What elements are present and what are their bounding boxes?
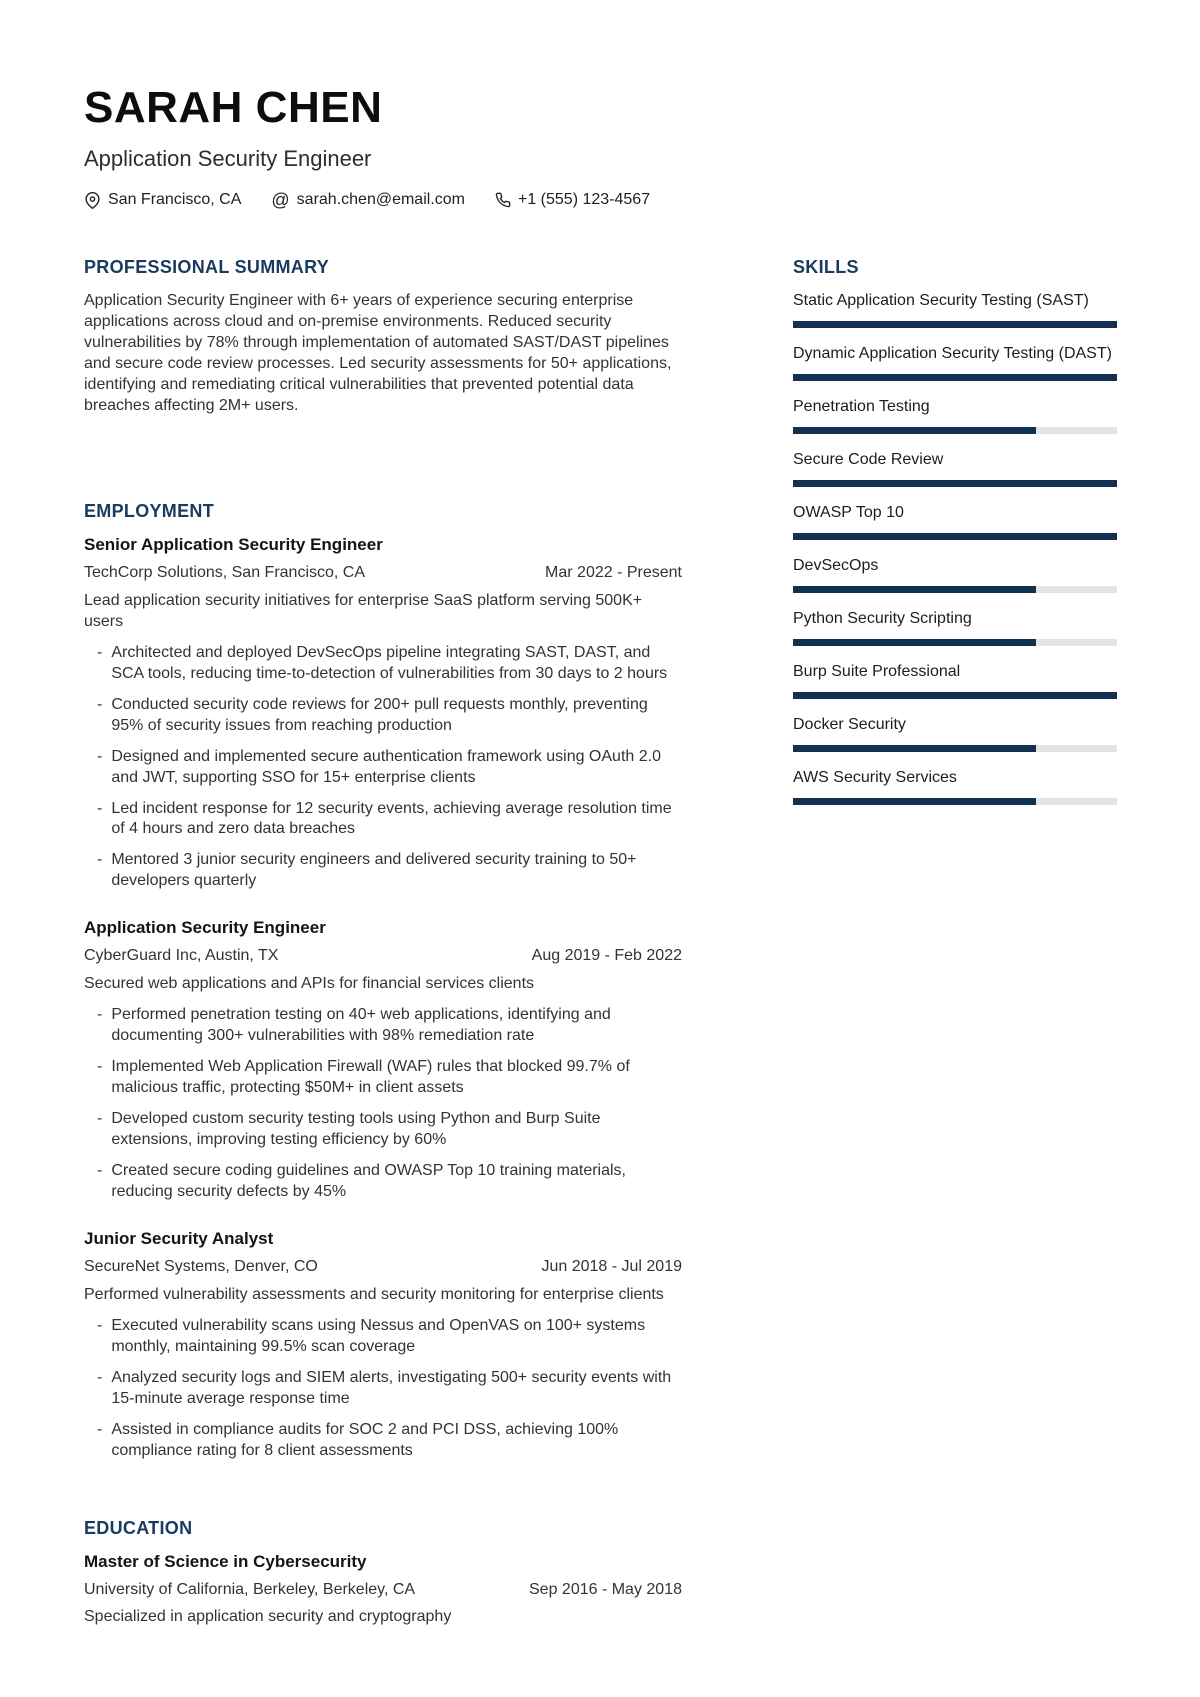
skill-bar-fill (793, 533, 1117, 540)
bullet-text: Mentored 3 junior security engineers and delivered security training to 50+ developers quarterly (111, 851, 637, 890)
skill-item (793, 450, 1117, 487)
skill-item (793, 715, 1117, 752)
bullet-item (84, 799, 682, 841)
person-name: SARAH CHEN (84, 83, 383, 132)
bullet-text: Designed and implemented secure authentication framework using OAuth 2.0 and JWT, supporting SSO for 15+ enterprise clients (111, 747, 661, 786)
bullet-item (84, 1420, 682, 1462)
bullet-text: Analyzed security logs and SIEM alerts, investigating 500+ security events with 15-minute average response time (111, 1368, 672, 1407)
skill-bar (793, 745, 1117, 752)
skill-bar-fill (793, 321, 1117, 328)
skill-bar (793, 533, 1117, 540)
contact-row (84, 191, 1116, 209)
bullet-item (84, 643, 682, 685)
skill-bar (793, 692, 1117, 699)
location-pin-icon (84, 192, 101, 209)
section-professional-summary (84, 257, 682, 417)
skill-item (793, 344, 1117, 381)
skill-item (793, 662, 1117, 699)
contact-email (271, 191, 465, 209)
bullet-list (84, 1316, 682, 1462)
skills-column (793, 257, 1117, 821)
skill-bar (793, 321, 1117, 328)
skill-bar (793, 639, 1117, 646)
skill-label: DevSecOps (793, 557, 879, 575)
job-title: Application Security Engineer (84, 918, 326, 938)
person-job-title: Application Security Engineer (84, 146, 372, 172)
bullet-dash: - (97, 851, 103, 869)
job-meta-row (84, 947, 682, 965)
skill-bar-fill (793, 692, 1117, 699)
bullet-text: Conducted security code reviews for 200+ pull requests monthly, preventing 95% of security issues from reaching production (111, 695, 648, 734)
bullet-list (84, 1005, 682, 1203)
bullet-dash: - (97, 1368, 103, 1386)
jobs-list (84, 535, 682, 1462)
job-entry (84, 535, 682, 892)
skill-bar (793, 586, 1117, 593)
bullet-dash: - (97, 747, 103, 765)
skill-label: Static Application Security Testing (SAST) (793, 292, 1089, 310)
skill-label: AWS Security Services (793, 769, 957, 787)
bullet-item (84, 1316, 682, 1358)
skill-label: OWASP Top 10 (793, 504, 904, 522)
bullet-text: Implemented Web Application Firewall (WAF) rules that blocked 99.7% of malicious traffic, protecting $50M+ in client assets (111, 1058, 630, 1097)
section-education (84, 1518, 682, 1626)
bullet-item (84, 1057, 682, 1099)
summary-heading: PROFESSIONAL SUMMARY (84, 257, 330, 278)
contact-phone (495, 191, 650, 209)
summary-text: Application Security Engineer with 6+ years of experience securing enterprise applications across cloud and on-premise environments. Reduced security vulnerabilities by 78% through implementation of automated SAST/DAST pipelines and secure code review processes. Led security assessments for 50+ applications, identifying and remediating critical vulnerabilities that prevented potential data breaches affecting 2M+ users. (84, 292, 672, 414)
skill-bar-fill (793, 798, 1036, 805)
bullet-list (84, 643, 682, 893)
employment-heading: EMPLOYMENT (84, 500, 215, 521)
skill-label: Python Security Scripting (793, 610, 972, 628)
contact-phone-text: +1 (555) 123-4567 (517, 191, 651, 209)
bullet-item (84, 747, 682, 789)
job-entry (84, 1229, 682, 1462)
job-entry (84, 918, 682, 1203)
skill-item (793, 397, 1117, 434)
skill-bar-fill (793, 427, 1036, 434)
job-company: SecureNet Systems, Denver, CO (84, 1257, 318, 1275)
skill-label: Penetration Testing (793, 398, 930, 416)
job-dates: Aug 2019 - Feb 2022 (531, 947, 682, 965)
bullet-text: Performed penetration testing on 40+ web applications, identifying and documenting 300+ vulnerabilities with 98% remediation rate (111, 1006, 611, 1045)
contact-location (84, 191, 241, 209)
bullet-item (84, 850, 682, 892)
bullet-dash: - (97, 1110, 103, 1128)
job-company: CyberGuard Inc, Austin, TX (84, 947, 279, 965)
job-dates: Mar 2022 - Present (545, 563, 682, 581)
skill-label: Docker Security (793, 716, 906, 734)
skills-heading: SKILLS (793, 257, 859, 278)
phone-icon (495, 192, 511, 208)
bullet-text: Led incident response for 12 security events, achieving average resolution time of 4 hours and zero data breaches (111, 799, 672, 838)
bullet-item (84, 1109, 682, 1151)
bullet-dash: - (97, 1162, 103, 1180)
at-sign-icon: @ (271, 190, 290, 211)
skill-bar-fill (793, 374, 1117, 381)
skill-bar-fill (793, 639, 1036, 646)
job-title: Junior Security Analyst (84, 1228, 274, 1248)
job-description: Secured web applications and APIs for financial services clients (84, 975, 535, 993)
bullet-dash: - (97, 643, 103, 661)
job-title: Senior Application Security Engineer (84, 534, 383, 554)
job-description: Performed vulnerability assessments and security monitoring for enterprise clients (84, 1285, 664, 1303)
bullet-dash: - (97, 1420, 103, 1438)
bullet-item (84, 1368, 682, 1410)
skill-bar-fill (793, 480, 1117, 487)
skill-item (793, 768, 1117, 805)
job-description: Lead application security initiatives for enterprise SaaS platform serving 500K+ users (84, 591, 643, 630)
education-school: University of California, Berkeley, Berkeley, CA (84, 1580, 416, 1598)
skill-bar-fill (793, 745, 1036, 752)
job-company: TechCorp Solutions, San Francisco, CA (84, 563, 366, 581)
bullet-item (84, 1005, 682, 1047)
skill-bar-fill (793, 586, 1036, 593)
job-meta-row (84, 1258, 682, 1276)
bullet-text: Developed custom security testing tools using Python and Burp Suite extensions, improving testing efficiency by 60% (111, 1110, 601, 1149)
bullet-dash: - (97, 1006, 103, 1024)
main-column (84, 257, 682, 1625)
education-meta-row (84, 1581, 682, 1599)
education-degree: Master of Science in Cybersecurity (84, 1551, 367, 1571)
bullet-dash: - (97, 1058, 103, 1076)
bullet-dash: - (97, 695, 103, 713)
skill-label: Secure Code Review (793, 451, 944, 469)
skill-bar (793, 427, 1117, 434)
resume-header (84, 85, 1116, 209)
education-heading: EDUCATION (84, 1517, 193, 1538)
education-dates: Sep 2016 - May 2018 (529, 1580, 682, 1598)
contact-location-text: San Francisco, CA (108, 191, 242, 209)
bullet-text: Architected and deployed DevSecOps pipeline integrating SAST, DAST, and SCA tools, reducing time-to-detection of vulnerabilities from 30 days to 2 hours (111, 643, 668, 682)
bullet-text: Assisted in compliance audits for SOC 2 and PCI DSS, achieving 100% compliance rating for 8 client assessments (111, 1420, 619, 1459)
bullet-item (84, 1161, 682, 1203)
job-dates: Jun 2018 - Jul 2019 (541, 1257, 682, 1275)
skill-bar (793, 798, 1117, 805)
contact-email-text: sarah.chen@email.com (296, 191, 465, 209)
skill-item (793, 291, 1117, 328)
bullet-item (84, 695, 682, 737)
bullet-text: Executed vulnerability scans using Nessus and OpenVAS on 100+ systems monthly, maintaining 99.5% scan coverage (111, 1316, 646, 1355)
section-employment (84, 501, 682, 1462)
skill-bar (793, 480, 1117, 487)
skill-bar (793, 374, 1117, 381)
job-meta-row (84, 564, 682, 582)
skill-label: Burp Suite Professional (793, 663, 961, 681)
bullet-dash: - (97, 1316, 103, 1334)
bullet-dash: - (97, 799, 103, 817)
skill-item (793, 609, 1117, 646)
education-description: Specialized in application security and cryptography (84, 1607, 452, 1625)
skill-item (793, 556, 1117, 593)
resume-body (84, 257, 1116, 1625)
skill-item (793, 503, 1117, 540)
bullet-text: Created secure coding guidelines and OWASP Top 10 training materials, reducing security defects by 45% (111, 1162, 626, 1200)
skill-label: Dynamic Application Security Testing (DAST) (793, 345, 1112, 363)
skills-list (793, 291, 1117, 805)
